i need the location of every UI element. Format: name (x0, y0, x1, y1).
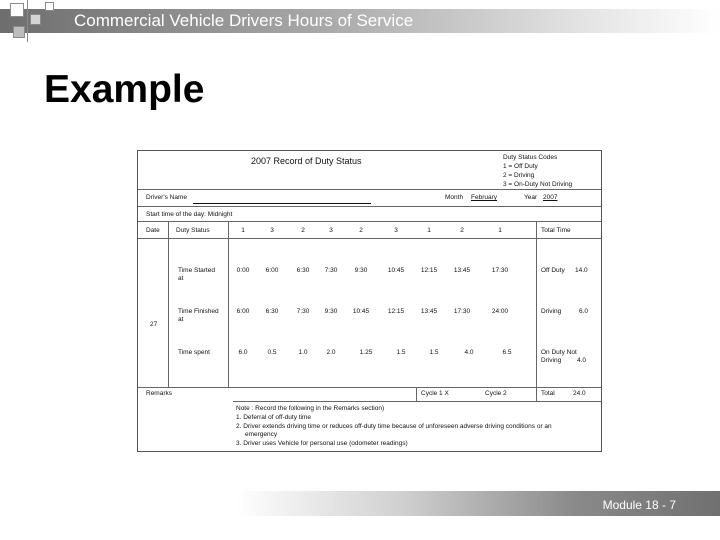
month-label: Month (445, 194, 464, 201)
driver-name-label: Driver's Name (146, 194, 187, 201)
duty-code: 3 (394, 227, 398, 234)
divider (138, 189, 601, 190)
total-value: 24.0 (573, 390, 586, 397)
grid-line (416, 387, 417, 401)
year-label: Year (524, 194, 538, 201)
time-spent: 2.0 (326, 349, 336, 356)
time-finished: 10:45 (352, 308, 370, 315)
time-started: 6:00 (265, 267, 279, 274)
on-duty-value: 4.0 (577, 357, 587, 364)
date-label: Date (146, 227, 160, 234)
driver-name-line (193, 203, 371, 204)
off-duty-label: Off Duty (541, 267, 565, 274)
header-decoration-square (10, 3, 24, 17)
header-decoration-square (30, 14, 41, 25)
notes-heading: Note : Record the following in the Remarks section) (236, 405, 385, 412)
duty-code: 3 (270, 227, 274, 234)
time-spent: 6.5 (502, 349, 512, 356)
slide-header (0, 0, 720, 42)
remarks-label: Remarks (146, 390, 173, 397)
time-finished-label: Time Finished at (178, 308, 219, 323)
divider (138, 238, 601, 239)
time-finished: 12:15 (387, 308, 405, 315)
cycle-1: Cycle 1 X (421, 390, 449, 397)
time-spent: 0.5 (267, 349, 277, 356)
time-spent: 6.0 (238, 349, 248, 356)
code-driving: 2 = Driving (503, 172, 535, 179)
on-duty-label: On Duty Not Driving (541, 349, 577, 364)
code-off-duty: 1 = Off Duty (503, 163, 538, 170)
footer-module-label: Module 18 - 7 (602, 498, 676, 512)
header-decoration-square (45, 2, 54, 11)
header-decoration-line (27, 0, 28, 42)
note-1: 1. Deferral of off-duty time (236, 414, 312, 421)
time-spent: 1.0 (298, 349, 308, 356)
divider (138, 221, 601, 222)
time-started: 13:45 (453, 267, 471, 274)
form-title: 2007 Record of Duty Status (251, 156, 362, 166)
note-2: 2. Driver extends driving time or reduces off-duty time because of unforeseen adverse driving conditions or an (236, 423, 552, 430)
time-finished: 6:00 (236, 308, 250, 315)
time-started: 6:30 (296, 267, 310, 274)
header-title: Commercial Vehicle Drivers Hours of Service (74, 11, 414, 30)
time-finished: 6:30 (265, 308, 279, 315)
duty-code: 1 (427, 227, 431, 234)
year-value: 2007 (543, 194, 558, 201)
note-2-cont: emergency (245, 431, 278, 438)
codes-heading: Duty Status Codes (503, 154, 558, 161)
time-spent-label: Time spent (178, 349, 210, 356)
date-value: 27 (150, 321, 158, 328)
time-spent: 1.5 (429, 349, 439, 356)
time-started: 7:30 (324, 267, 338, 274)
total-time-label: Total Time (541, 227, 571, 234)
time-started: 17:30 (491, 267, 509, 274)
divider (138, 206, 601, 207)
header-decoration-square (13, 26, 25, 38)
time-finished: 9:30 (324, 308, 338, 315)
duty-code: 1 (498, 227, 502, 234)
time-spent: 1.5 (396, 349, 406, 356)
duty-status-label: Duty Status (176, 227, 210, 234)
cycle-2: Cycle 2 (485, 390, 507, 397)
divider (138, 387, 601, 388)
time-finished: 24:00 (491, 308, 509, 315)
grid-line (228, 221, 229, 387)
time-started: 12:15 (420, 267, 438, 274)
divider (233, 401, 601, 402)
time-finished: 13:45 (420, 308, 438, 315)
duty-code: 2 (460, 227, 464, 234)
duty-code: 1 (241, 227, 245, 234)
time-started: 10:45 (387, 267, 405, 274)
grid-line (168, 221, 169, 387)
slide-title: Example (44, 68, 205, 111)
duty-code: 3 (329, 227, 333, 234)
off-duty-value: 14.0 (575, 267, 588, 274)
driving-value: 6.0 (579, 308, 589, 315)
total-label: Total (541, 390, 555, 397)
note-3: 3. Driver uses Vehicle for personal use (odometer readings) (236, 440, 408, 447)
duty-status-form (137, 150, 602, 452)
grid-line (536, 221, 537, 401)
month-value: February (471, 194, 498, 201)
time-spent: 1.25 (359, 349, 373, 356)
time-finished: 17:30 (453, 308, 471, 315)
code-on-duty: 3 = On-Duty Not Driving (503, 181, 573, 188)
time-started: 9:30 (354, 267, 368, 274)
driving-label: Driving (541, 308, 562, 315)
time-spent: 4.0 (464, 349, 474, 356)
duty-code: 2 (359, 227, 363, 234)
start-time-label: Start time of the day: Midnight (146, 211, 233, 218)
time-started-label: Time Started at (178, 267, 215, 282)
time-finished: 7:30 (296, 308, 310, 315)
duty-code: 2 (301, 227, 305, 234)
time-started: 0:00 (236, 267, 250, 274)
